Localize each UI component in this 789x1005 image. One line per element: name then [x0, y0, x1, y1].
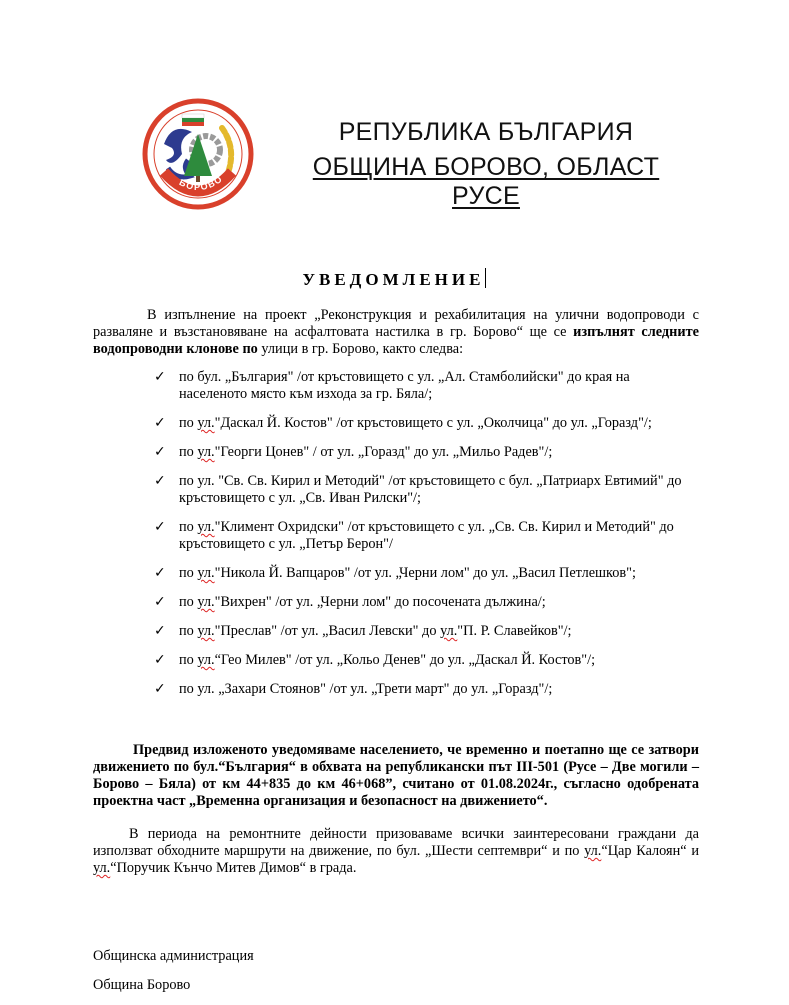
- intro-text: В изпълнение на проект „Реконструкция и рехабилитация на улични водопроводи с разваляне и възстановяване на асфалтовата настилка в гр. Борово“ ще се: [93, 307, 699, 340]
- list-item: ✓ по бул. „България" /от кръстовището с ул. „Ал. Стамболийски" до края на населеното място към изхода за гр. Бяла/;: [154, 369, 630, 402]
- list-item: ✓ по ул."Георги Цонев" / от ул. „Горазд" до ул. „Мильо Радев"/;: [154, 444, 553, 460]
- intro-tail: улици в гр. Борово, както следва:: [257, 341, 464, 357]
- list-item: ✓ по ул. „Захари Стоянов" /от ул. „Трети март" до ул. „Горазд"/;: [154, 681, 553, 697]
- list-item: ✓ по ул."Вихрен" /от ул. „Черни лом" до посочената дължина/;: [154, 594, 546, 610]
- intro-paragraph: [93, 307, 699, 358]
- coat-of-arms-emblem: [142, 98, 254, 210]
- signature-administration: Общинска администрация: [93, 948, 254, 964]
- intro-bold: изпълнят следните водопроводни клонове по: [93, 324, 699, 357]
- checkmark-icon: ✓: [154, 444, 166, 460]
- document-header: [276, 118, 696, 211]
- list-item: ✓ по ул."Преслав" /от ул. „Васил Левски" до ул."П. Р. Славейков"/;: [154, 623, 572, 639]
- document-title: [0, 268, 789, 290]
- header-municipality: ОБЩИНА БОРОВО, ОБЛАСТ РУСЕ: [312, 153, 660, 210]
- header-republic: РЕПУБЛИКА БЪЛГАРИЯ: [338, 118, 634, 146]
- checkmark-icon: ✓: [154, 594, 166, 610]
- checkmark-icon: ✓: [154, 415, 166, 431]
- checkmark-icon: ✓: [154, 519, 166, 535]
- list-item: ✓ по ул.“Гео Милев" /от ул. „Кольо Денев" до ул. „Даскал Й. Костов"/;: [154, 652, 596, 668]
- checkmark-icon: ✓: [154, 369, 166, 385]
- checkmark-icon: ✓: [154, 652, 166, 668]
- title-text: УВЕДОМЛЕНИЕ: [302, 270, 485, 289]
- notice-text: Предвид изложеното уведомяваме населението, че временно и поетапно ще се затвори движението по бул.“България“ в обхвата на републикански път III-501 (Русе – Две могили – Борово – Бяла) от км 44+835 до км 46+068”, считано от 01.08.2024г., съгласно одобрената проектна част „Временна организация и безопасност на движението“.: [93, 742, 699, 809]
- checkmark-icon: ✓: [154, 623, 166, 639]
- list-item: ✓ по ул. "Св. Св. Кирил и Методий" /от кръстовището с бул. „Патриарх Евтимий" до кръстовището с ул. „Св. Иван Рилски"/;: [154, 473, 682, 506]
- detour-paragraph: В периода на ремонтните дейности призоваваме всички заинтересовани граждани да използват обходните маршрути на движение, по бул. „Шести септември“ и по ул.“Цар Калоян“ и ул.“Поручик Кънчо Митев Димов“ в града.: [93, 826, 699, 876]
- signature-municipality: Община Борово: [93, 977, 191, 993]
- streets-list: [150, 369, 698, 710]
- list-item: ✓ по ул."Даскал Й. Костов" /от кръстовището с ул. „Околчица" до ул. „Горазд"/;: [154, 415, 652, 431]
- emblem-text: БОРОВО: [177, 173, 225, 193]
- checkmark-icon: ✓: [154, 565, 166, 581]
- checkmark-icon: ✓: [154, 473, 166, 489]
- text-cursor: [485, 268, 486, 288]
- list-item: ✓ по ул."Климент Охридски" /от кръстовището с ул. „Св. Св. Кирил и Методий" до кръстовището с ул. „Петър Берон"/: [154, 519, 674, 552]
- list-item: ✓ по ул."Никола Й. Вапцаров" /от ул. „Черни лом" до ул. „Васил Петлешков";: [154, 565, 636, 581]
- traffic-notice-paragraph: [93, 742, 699, 810]
- checkmark-icon: ✓: [154, 681, 166, 697]
